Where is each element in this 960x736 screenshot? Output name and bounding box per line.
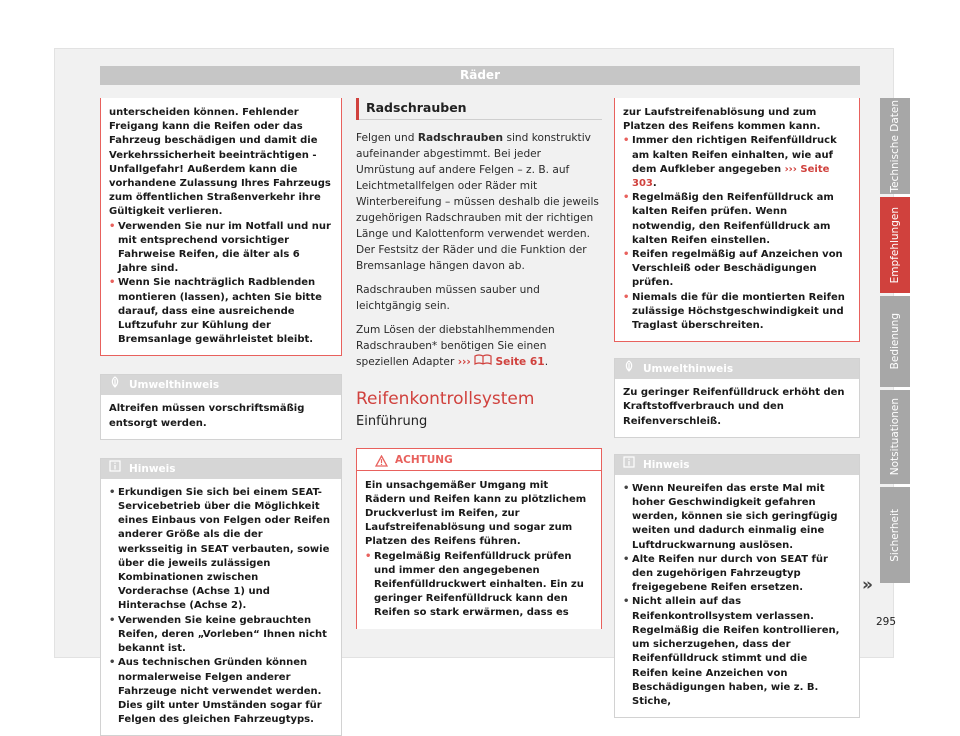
warning-text: zur Laufstreifenablösung und zum Platzen des Reifens kommen kann. (623, 107, 821, 133)
warning-bullet: • Wenn Sie nachträglich Radblenden montieren (lassen), achten Sie bitte darauf, dass eine ausreichende Luftzufuhr zur Kühlung der Bremsanlage gewährleistet bleibt. (109, 277, 322, 346)
tab-sicherheit[interactable]: Sicherheit (880, 487, 910, 583)
paragraph: Radschrauben müssen sauber und leichtgängig sein. (356, 284, 540, 312)
page-header: Räder (100, 66, 860, 85)
environment-note-text: Zu geringer Reifenfülldruck erhöht den Kraftstoffverbrauch und den Reifenverschleiß. (623, 387, 845, 427)
warning-bullet: • Regelmäßig Reifenfülldruck prüfen und immer den angegebenen Reifenfülldruckwert einhalten. Ein zu geringer Reifenfülldruck kann den Reifen so stark erwärmen, dass es (365, 550, 584, 619)
hint-bullet: • Erkundigen Sie sich bei einem SEAT-Servicebetrieb über die Möglichkeit eines Einbaus von Felgen oder Reifen anderer Größe als die der werksseitig in SEAT verbauten, sowie über die jeweils zulässigen Kombinationen zwischen Vorderachse (Achse 1) und Hinterachse (Achse 2). (109, 486, 330, 612)
environment-note-title: Umwelthinweis (129, 379, 220, 392)
warning-box-continued (614, 98, 860, 342)
warning-bullet: • Regelmäßig den Reifenfülldruck am kalten Reifen prüfen. Wenn notwendig, den Reifenfülldruck am kalten Reifen einstellen. (623, 192, 834, 246)
hint-bullet: • Aus technischen Gründen können normalerweise Felgen anderer Fahrzeuge nicht verwendet werden. Dies gilt unter Umständen sogar für Felgen des gleichen Fahrzeugtyps. (109, 657, 322, 726)
paragraph: Felgen und Radschrauben sind konstruktiv aufeinander abgestimmt. Bei jeder Umrüstung auf andere Felgen – z. B. auf Leichtmetallfelgen oder Räder mit Winterbereifung – müssen deshalb die jeweils zugehörigen Radschrauben mit der richtigen Länge und Kalottenform verwendet werden. Der Festsitz der Räder und die Funktion der Bremsanlage hängen davon ab. (356, 132, 599, 272)
page-link[interactable]: Seite 61 (495, 356, 545, 368)
cross-ref-arrows: ››› (457, 356, 471, 368)
column-left (100, 98, 342, 736)
hint-bullet: • Nicht allein auf das Reifenkontrollsystem verlassen. Regelmäßig die Reifen kontrollieren, um sicherzugehen, dass der Reifenfülldruck stimmt und die Reifen keine Anzeichen von Beschädigungen haben, wie z. B. Stiche, (623, 596, 840, 707)
warning-bullet: • Niemals die für die montierten Reifen zulässige Höchstgeschwindigkeit und Traglast überschreiten. (623, 291, 845, 332)
hint-note-header (101, 459, 341, 479)
hint-bullet: • Alte Reifen nur durch von SEAT für den zugehörigen Fahrzeugtyp freigegebene Reifen ersetzen. (623, 553, 828, 594)
tab-bedienung[interactable]: Bedienung (880, 296, 910, 387)
warning-text: unterscheiden können. Fehlender Freigang kann die Reifen oder das Fahrzeug beschädigen und damit die Verkehrssicherheit beeinträchtigen - Unfallgefahr! Außerdem kann die vorhandene Zulassung Ihres Fahrzeugs zum öffentlichen Straßenverkehr ihre Gültigkeit verlieren. (109, 107, 331, 218)
environment-note-text: Altreifen müssen vorschriftsmäßig entsorgt werden. (109, 403, 305, 429)
hint-bullet: • Wenn Neureifen das erste Mal mit hoher Geschwindigkeit gefahren werden, können sie sich geringfügig weiten und dadurch einmalig eine Luftdruckwarnung auslösen. (623, 482, 838, 551)
environment-note (100, 374, 342, 439)
warning-bullet: • Immer den richtigen Reifenfülldruck am kalten Reifen einhalten, wie auf dem Aufkleber angegeben ››› Seite 303. (623, 135, 837, 190)
leaf-icon (109, 375, 121, 395)
tab-technische-daten[interactable]: Technische Daten (880, 98, 910, 194)
info-icon (109, 459, 121, 479)
warning-box-continued (100, 98, 342, 356)
paragraph: Zum Lösen der diebstahlhemmenden Radschrauben* benötigen Sie einen speziellen Adapter ››› Seite 61. (356, 324, 555, 368)
section-title: Radschrauben (356, 98, 602, 120)
hint-note (614, 454, 860, 718)
tab-empfehlungen[interactable]: Empfehlungen (880, 197, 910, 293)
environment-note-header (615, 359, 859, 379)
hint-note-title: Hinweis (129, 462, 176, 475)
hint-bullet: • Verwenden Sie keine gebrauchten Reifen, deren „Vorleben“ Ihnen nicht bekannt ist. (109, 614, 327, 655)
warning-bullet: • Reifen regelmäßig auf Anzeichen von Verschleiß oder Beschädigungen prüfen. (623, 249, 843, 289)
continue-mark: » (862, 575, 873, 595)
page-number: 295 (876, 616, 897, 628)
chapter-subtitle: Einführung (356, 414, 428, 429)
page-link[interactable]: ››› Seite 303 (632, 163, 830, 190)
leaf-icon (623, 359, 635, 379)
book-icon (474, 356, 492, 368)
warning-header: ACHTUNG (357, 449, 601, 471)
hint-note-title: Hinweis (643, 458, 690, 471)
warning-text: Ein unsachgemäßer Umgang mit Rädern und Reifen kann zu plötzlichem Druckverlust im Reifen, zur Laufstreifenablösung und sogar zum Platzen des Reifens führen. (365, 479, 587, 548)
environment-note-title: Umwelthinweis (643, 363, 734, 376)
column-right (614, 98, 860, 718)
chapter-title: Reifenkontrollsystem (356, 389, 535, 409)
info-icon (623, 455, 635, 475)
environment-note (614, 358, 860, 438)
warning-triangle-icon (375, 453, 388, 475)
hint-note-header (615, 455, 859, 475)
column-middle (356, 98, 602, 629)
hint-note (100, 458, 342, 736)
warning-box (356, 448, 602, 629)
warning-bullet: • Verwenden Sie nur im Notfall und nur mit entsprechend vorsichtiger Fahrweise Reifen, die älter als 6 Jahre sind. (109, 220, 331, 275)
tab-notsituationen[interactable]: Notsituationen (880, 390, 910, 484)
environment-note-header (101, 375, 341, 395)
